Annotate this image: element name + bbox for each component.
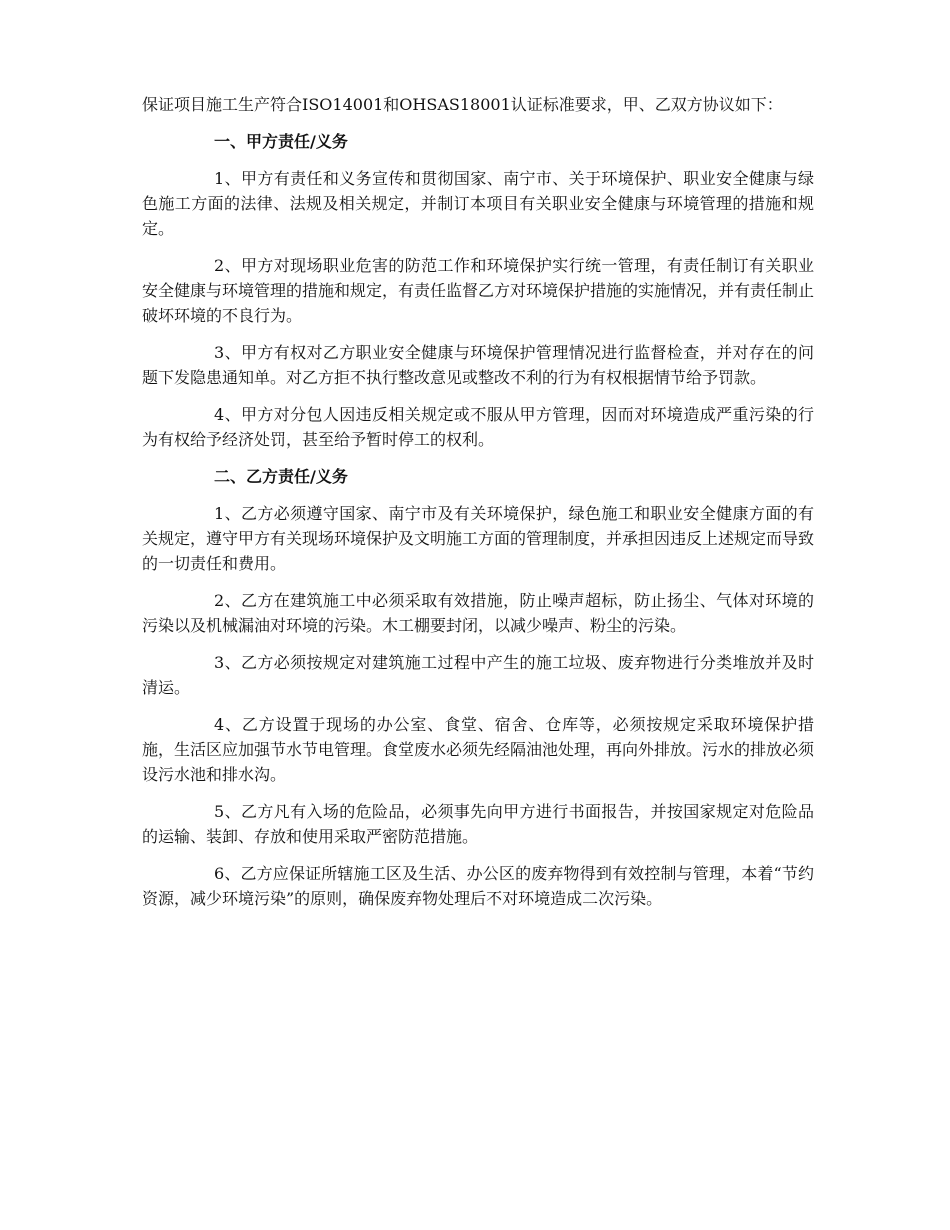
party-a-clause-2: 2、甲方对现场职业危害的防范工作和环境保护实行统一管理，有责任制订有关职业安全健康与环境管理的措施和规定，有责任监督乙方对环境保护措施的实施情况，并有责任制止破坏环境的不良行为。 — [142, 256, 815, 325]
party-b-clause-1: 1、乙方必须遵守国家、南宁市及有关环境保护，绿色施工和职业安全健康方面的有关规定，遵守甲方有关现场环境保护及文明施工方面的管理制度，并承担因违反上述规定而导致的一切责任和费用。 — [142, 504, 815, 573]
party-a-clause-1: 1、甲方有责任和义务宣传和贯彻国家、南宁市、关于环境保护、职业安全健康与绿色施工方面的法律、法规及相关规定，并制订本项目有关职业安全健康与环境管理的措施和规定。 — [142, 169, 814, 238]
party-b-clause-5: 5、乙方凡有入场的危险品，必须事先向甲方进行书面报告，并按国家规定对危险品的运输、装卸、存放和使用采取严密防范措施。 — [142, 802, 814, 846]
document-page — [142, 92, 814, 923]
intro-paragraph: 保证项目施工生产符合ISO14001和OHSAS18001认证标准要求，甲、乙双方协议如下： — [142, 95, 783, 114]
section-heading-party-a: 一、甲方责任/义务 — [214, 132, 348, 151]
party-b-clause-6: 6、乙方应保证所辖施工区及生活、办公区的废弃物得到有效控制与管理，本着“节约资源，减少环境污染”的原则，确保废弃物处理后不对环境造成二次污染。 — [142, 864, 814, 908]
party-b-clause-4: 4、乙方设置于现场的办公室、食堂、宿舍、仓库等，必须按规定采取环境保护措施，生活区应加强节水节电管理。食堂废水必须先经隔油池处理，再向外排放。污水的排放必须设污水池和排水沟。 — [142, 715, 815, 784]
section-heading-party-b: 二、乙方责任/义务 — [214, 467, 348, 486]
party-a-clause-4: 4、甲方对分包人因违反相关规定或不服从甲方管理，因而对环境造成严重污染的行为有权给予经济处罚，甚至给予暂时停工的权利。 — [142, 405, 814, 449]
party-a-clause-3: 3、甲方有权对乙方职业安全健康与环境保护管理情况进行监督检查，并对存在的问题下发隐患通知单。对乙方拒不执行整改意见或整改不利的行为有权根据情节给予罚款。 — [142, 343, 814, 387]
party-b-clause-3: 3、乙方必须按规定对建筑施工过程中产生的施工垃圾、废弃物进行分类堆放并及时清运。 — [142, 653, 814, 697]
party-b-clause-2: 2、乙方在建筑施工中必须采取有效措施，防止噪声超标，防止扬尘、气体对环境的污染以及机械漏油对环境的污染。木工棚要封闭，以减少噪声、粉尘的污染。 — [142, 591, 814, 635]
